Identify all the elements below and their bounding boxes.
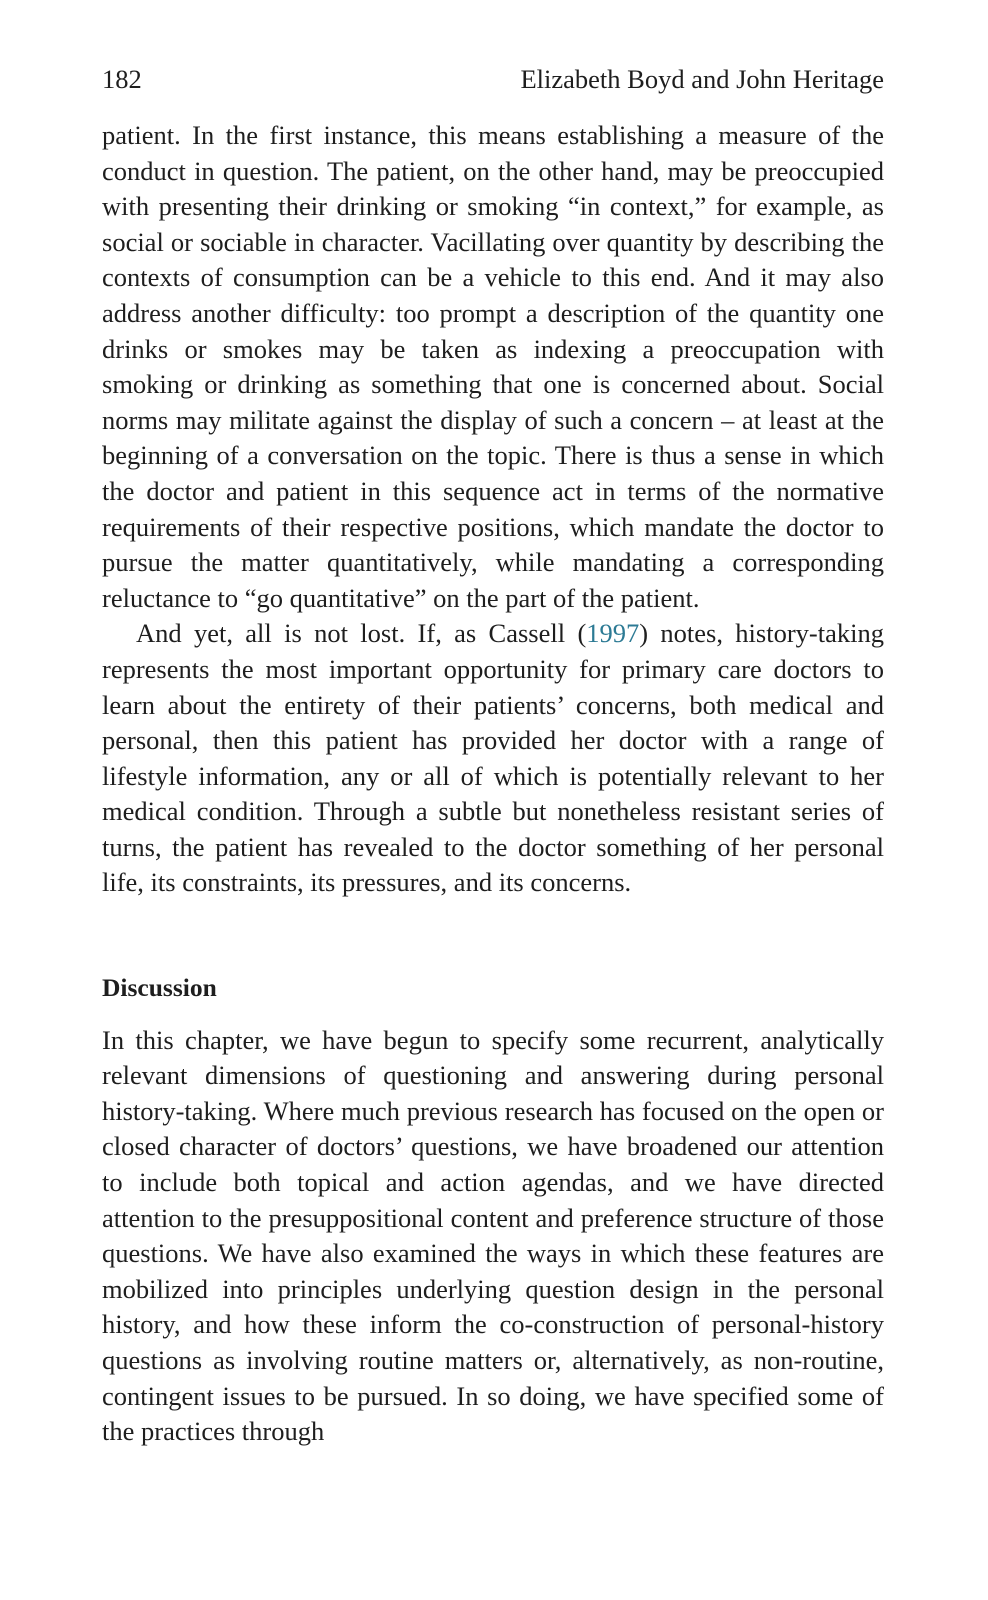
citation-link-1997[interactable]: 1997 [586,618,640,649]
paragraph-2-text-start: And yet, all is not lost. If, as Cassell ( [136,618,587,649]
body-paragraph-1: patient. In the first instance, this means establishing a measure of the conduct in question. The patient, on the other hand, may be preoccupied with presenting their drinking or smoking “in context,” for example, as social or sociable in character. Vacillating over quantity by describing the contexts of consumption can be a vehicle to this end. And it may also address another difficulty: too prompt a description of the quantity one drinks or smokes may be taken as indexing a preoccupation with smoking or drinking as something that one is concerned about. Social norms may militate against the display of such a concern – at least at the beginning of a conversation on the topic. There is thus a sense in which the doctor and patient in this sequence act in terms of the normative requirements of their respective positions, which mandate the doctor to pursue the matter quantitatively, while mandating a corresponding reluctance to “go quantitative” on the part of the patient. [102,120,884,613]
section-heading-discussion: Discussion [102,973,217,1003]
book-page [102,62,884,1450]
page-number: 182 [102,64,142,94]
paragraph-2-text-end: ) notes, history-taking represents the most important opportunity for primary care doctors to learn about the entirety of their patients’ concerns, both medical and personal, then this patient has provided her doctor with a range of lifestyle information, any or all of which is potentially relevant to her medical condition. Through a subtle but nonetheless resistant series of turns, the patient has revealed to the doctor something of her personal life, its constraints, its pressures, and its concerns. [102,618,884,898]
running-title: Elizabeth Boyd and John Heritage [520,64,884,94]
running-head [102,62,884,98]
body-paragraph-2 [102,616,884,901]
body-paragraph-3: In this chapter, we have begun to specify some recurrent, analytically relevant dimensions of questioning and answering during personal history-taking. Where much previous research has focused on the open or closed character of doctors’ questions, we have broadened our attention to include both topical and action agendas, and we have directed attention to the presuppositional content and preference structure of those questions. We have also examined the ways in which these features are mobilized into principles underlying question design in the personal history, and how these inform the co-construction of personal-history questions as involving routine matters or, alternatively, as non-routine, contingent issues to be pursued. In so doing, we have specified some of the practices through [102,1024,884,1447]
